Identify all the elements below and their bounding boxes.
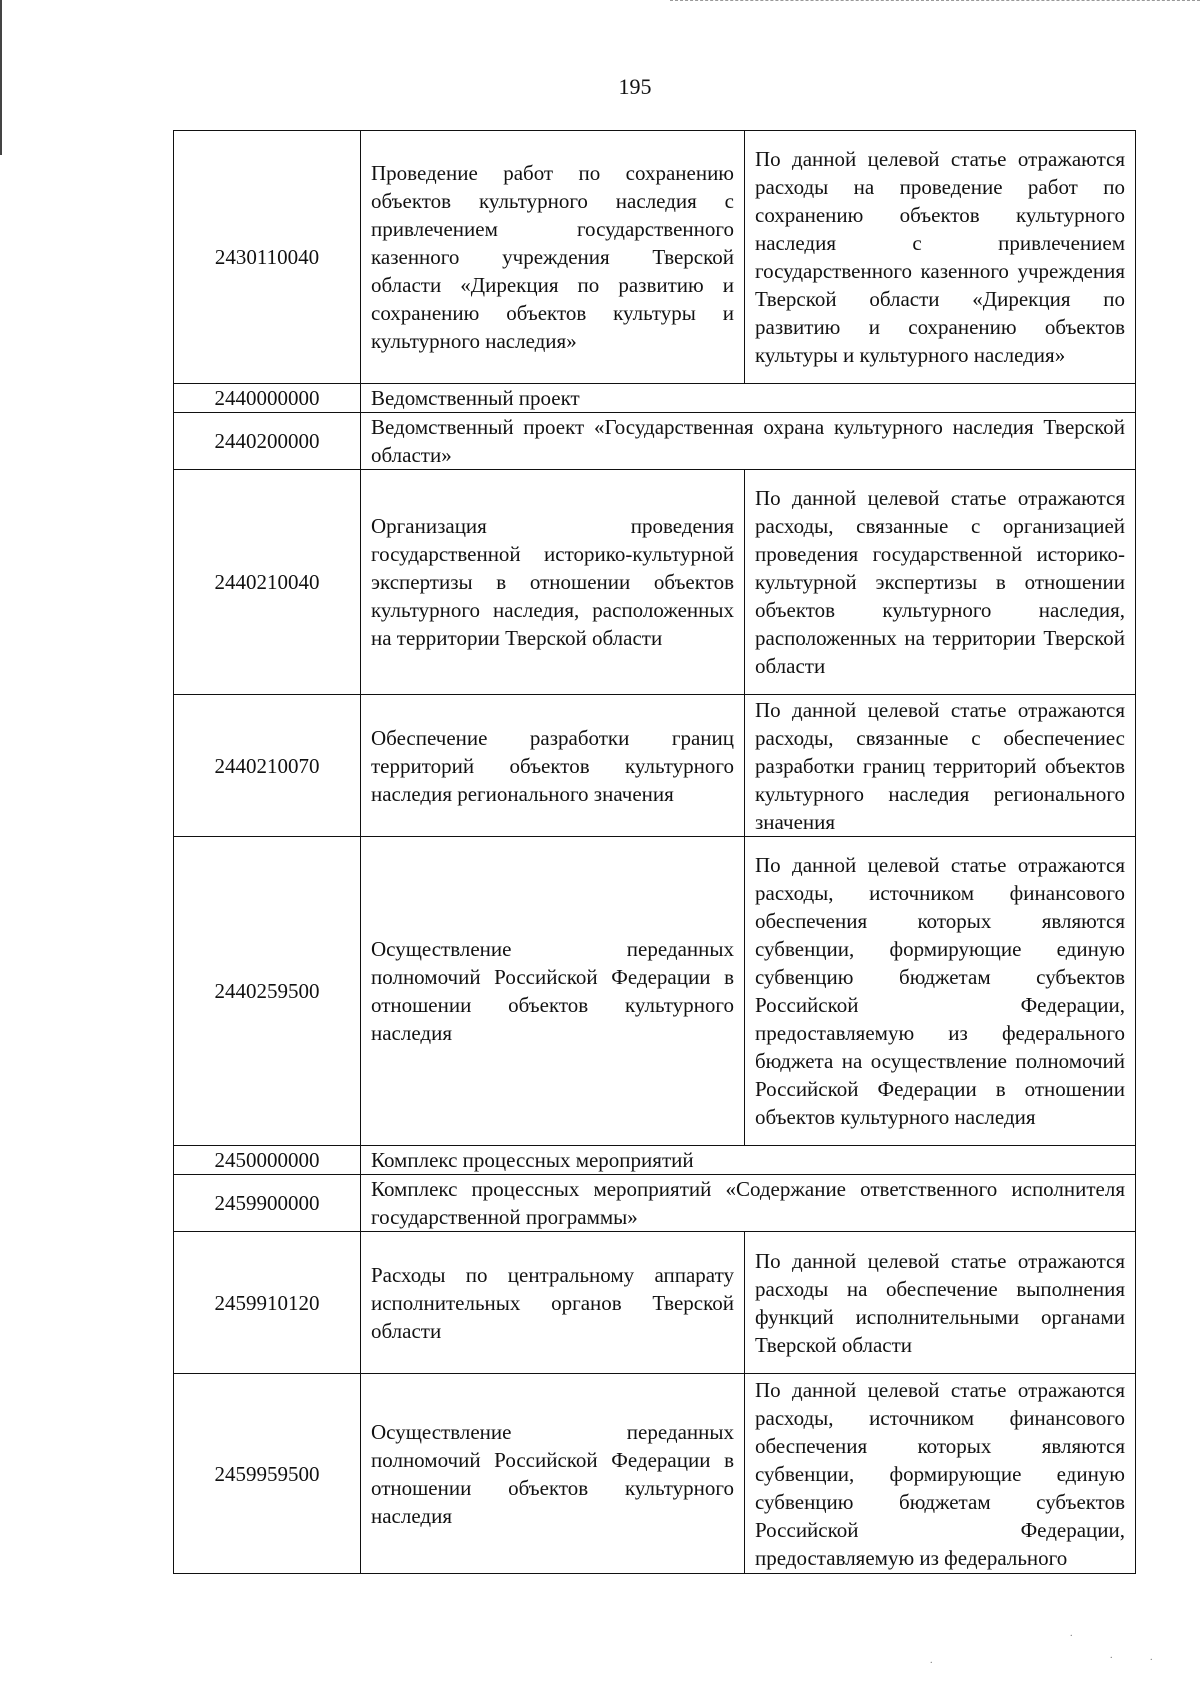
table-row	[174, 1175, 1136, 1232]
row-name: Комплекс процессных мероприятий «Содержание ответственного исполнителя государственной программы»	[361, 1175, 1136, 1232]
scan-speck: .	[930, 1655, 933, 1666]
row-description: По данной целевой статье отражаются расходы, связанные с организацией проведения государственной историко-культурной экспертизы в отношении объектов культурного наследия, расположенных на территории Тверской области	[745, 470, 1136, 695]
scan-speck: .	[1110, 1650, 1113, 1661]
row-code: 2440210070	[174, 695, 361, 837]
row-name: Проведение работ по сохранению объектов культурного наследия с привлечением государственного казенного учреждения Тверской области «Дирекция по развитию и сохранению объектов культуры и культурного наследия»	[361, 131, 745, 384]
row-code: 2430110040	[174, 131, 361, 384]
table-row	[174, 1146, 1136, 1175]
table-row	[174, 131, 1136, 384]
row-description: По данной целевой статье отражаются расходы, источником финансового обеспечения которых являются субвенции, формирующие единую субвенцию бюджетам субъектов Российской Федерации, предоставляемую из федерального бюджета на осуществление полномочий Российской Федерации в отношении объектов культурного наследия	[745, 837, 1136, 1146]
row-name: Расходы по центральному аппарату исполнительных органов Тверской области	[361, 1232, 745, 1374]
table-row	[174, 837, 1136, 1146]
table-row	[174, 695, 1136, 837]
row-code: 2440200000	[174, 413, 361, 470]
row-name: Комплекс процессных мероприятий	[361, 1146, 1136, 1175]
row-name: Ведомственный проект «Государственная охрана культурного наследия Тверской области»	[361, 413, 1136, 470]
table-row	[174, 384, 1136, 413]
scan-speck: .	[1150, 1652, 1153, 1663]
row-name: Осуществление переданных полномочий Российской Федерации в отношении объектов культурного наследия	[361, 1374, 745, 1574]
row-code: 2459959500	[174, 1374, 361, 1574]
row-name: Обеспечение разработки границ территорий объектов культурного наследия регионального значения	[361, 695, 745, 837]
row-name: Организация проведения государственной историко-культурной экспертизы в отношении объектов культурного наследия, расположенных на территории Тверской области	[361, 470, 745, 695]
row-description: По данной целевой статье отражаются расходы, источником финансового обеспечения которых являются субвенции, формирующие единую субвенцию бюджетам субъектов Российской Федерации, предоставляемую из федерального	[745, 1374, 1136, 1574]
scan-edge-line	[670, 0, 1200, 1]
row-code: 2459900000	[174, 1175, 361, 1232]
budget-classification-table	[173, 130, 1136, 1574]
row-code: 2440210040	[174, 470, 361, 695]
table-row	[174, 1374, 1136, 1574]
row-name: Осуществление переданных полномочий Российской Федерации в отношении объектов культурного наследия	[361, 837, 745, 1146]
row-description: По данной целевой статье отражаются расходы, связанные с обеспечениес разработки границ территорий объектов культурного наследия регионального значения	[745, 695, 1136, 837]
row-code: 2440000000	[174, 384, 361, 413]
table-row	[174, 1232, 1136, 1374]
row-code: 2450000000	[174, 1146, 361, 1175]
row-code: 2440259500	[174, 837, 361, 1146]
page-number: 195	[618, 74, 652, 99]
row-code: 2459910120	[174, 1232, 361, 1374]
table-row	[174, 413, 1136, 470]
scan-speck: .	[1070, 1628, 1073, 1639]
row-name: Ведомственный проект	[361, 384, 1136, 413]
row-description: По данной целевой статье отражаются расходы на проведение работ по сохранению объектов культурного наследия с привлечением государственного казенного учреждения Тверской области «Дирекция по развитию и сохранению объектов культуры и культурного наследия»	[745, 131, 1136, 384]
row-description: По данной целевой статье отражаются расходы на обеспечение выполнения функций исполнительными органами Тверской области	[745, 1232, 1136, 1374]
table-row	[174, 470, 1136, 695]
